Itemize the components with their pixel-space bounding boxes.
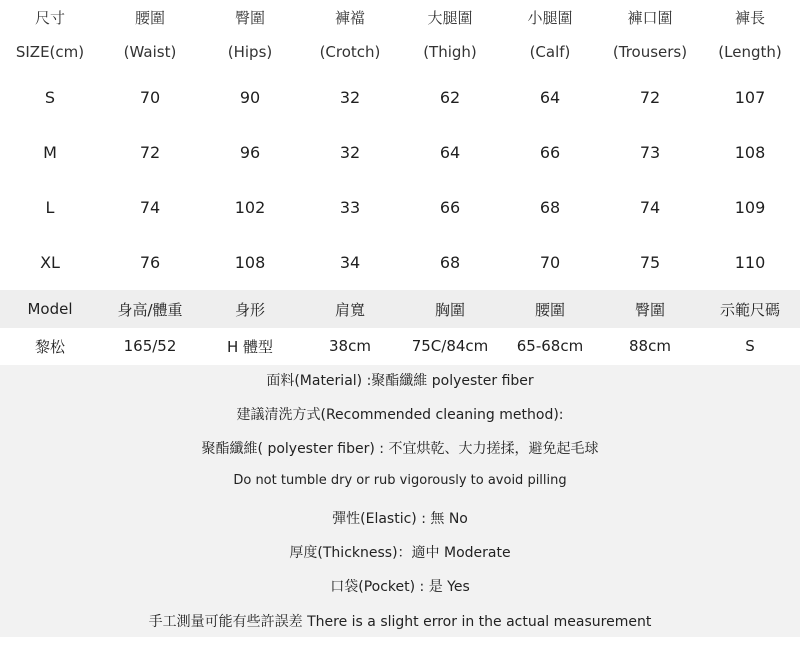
size-value: 72 bbox=[639, 88, 661, 107]
model-header-chest: 胸圍 bbox=[434, 300, 465, 319]
model-header-shoulder: 肩寬 bbox=[334, 300, 365, 319]
model-chest: 75C/84cm bbox=[411, 337, 489, 355]
model-shoulder: 38cm bbox=[329, 337, 371, 355]
size-value: 102 bbox=[234, 198, 266, 217]
size-value: 70 bbox=[539, 253, 561, 272]
header-en-calf: (Calf) bbox=[529, 43, 571, 61]
size-value: 90 bbox=[239, 88, 261, 107]
size-value: 33 bbox=[339, 198, 361, 217]
size-table-header-cn bbox=[0, 0, 800, 34]
header-cn-waist: 腰圍 bbox=[134, 8, 165, 27]
size-value: 108 bbox=[234, 253, 266, 272]
header-en-hips: (Hips) bbox=[227, 43, 273, 61]
size-value: 74 bbox=[139, 198, 161, 217]
header-cn-crotch: 褲襠 bbox=[334, 8, 365, 27]
note-measurement-error: 手工測量可能有些許誤差 There is a slight error in the actual measurement bbox=[148, 614, 652, 630]
size-table-header-en bbox=[0, 34, 800, 70]
size-value: 32 bbox=[339, 88, 361, 107]
size-value: 76 bbox=[139, 253, 161, 272]
size-value: 68 bbox=[539, 198, 561, 217]
model-table-row bbox=[0, 328, 800, 364]
size-value: 66 bbox=[439, 198, 461, 217]
note-elastic: 彈性(Elastic) : 無 No bbox=[332, 511, 468, 527]
size-row-l bbox=[0, 180, 800, 235]
size-row-xl bbox=[0, 235, 800, 290]
size-value: 73 bbox=[639, 143, 661, 162]
size-value: 110 bbox=[734, 253, 766, 272]
size-value: 68 bbox=[439, 253, 461, 272]
size-value: 64 bbox=[539, 88, 561, 107]
header-en-length: (Length) bbox=[718, 43, 782, 61]
header-en-waist: (Waist) bbox=[123, 43, 177, 61]
size-value: 72 bbox=[139, 143, 161, 162]
model-header-model: Model bbox=[27, 300, 73, 318]
model-waist: 65-68cm bbox=[516, 337, 584, 355]
header-cn-length: 褲長 bbox=[734, 8, 765, 27]
size-value: 96 bbox=[239, 143, 261, 162]
size-label: L bbox=[45, 198, 55, 217]
header-en-crotch: (Crotch) bbox=[319, 43, 381, 61]
size-row-s bbox=[0, 70, 800, 125]
model-header-body-type: 身形 bbox=[234, 300, 265, 319]
note-thickness: 厚度(Thickness)：適中 Moderate bbox=[289, 545, 511, 561]
note-cleaning-cn: 聚酯纖維( polyester fiber) : 不宜烘乾、大力搓揉，避免起毛球 bbox=[201, 441, 599, 457]
model-hips: 88cm bbox=[629, 337, 671, 355]
note-material: 面料(Material) :聚酯纖維 polyester fiber bbox=[266, 373, 534, 389]
model-header-waist: 腰圍 bbox=[534, 300, 565, 319]
header-en-thigh: (Thigh) bbox=[423, 43, 477, 61]
size-label: M bbox=[43, 143, 57, 162]
model-header-size-worn: 示範尺碼 bbox=[719, 300, 780, 319]
size-label: XL bbox=[40, 253, 60, 272]
model-header-height-weight: 身高/體重 bbox=[117, 300, 183, 319]
note-cleaning-title: 建議清洗方式(Recommended cleaning method): bbox=[236, 407, 564, 423]
header-cn-trousers: 褲口圍 bbox=[627, 8, 673, 27]
size-value: 108 bbox=[734, 143, 766, 162]
model-body-type: H 體型 bbox=[226, 337, 274, 356]
model-height-weight: 165/52 bbox=[123, 337, 177, 355]
note-pocket: 口袋(Pocket) : 是 Yes bbox=[330, 579, 470, 595]
model-table-header bbox=[0, 290, 800, 328]
size-value: 32 bbox=[339, 143, 361, 162]
model-size-worn: S bbox=[745, 337, 755, 355]
size-value: 66 bbox=[539, 143, 561, 162]
size-value: 34 bbox=[339, 253, 361, 272]
model-header-hips: 臀圍 bbox=[634, 300, 665, 319]
size-label: S bbox=[44, 88, 56, 107]
size-value: 109 bbox=[734, 198, 766, 217]
header-cn-hips: 臀圍 bbox=[234, 8, 265, 27]
header-en-size: SIZE(cm) bbox=[15, 43, 85, 61]
header-en-trousers: (Trousers) bbox=[612, 43, 688, 61]
product-notes bbox=[0, 365, 800, 637]
model-name: 黎松 bbox=[34, 337, 65, 356]
size-value: 62 bbox=[439, 88, 461, 107]
size-value: 75 bbox=[639, 253, 661, 272]
header-cn-size: 尺寸 bbox=[34, 8, 65, 27]
size-value: 70 bbox=[139, 88, 161, 107]
note-cleaning-en: Do not tumble dry or rub vigorously to avoid pilling bbox=[233, 473, 567, 488]
header-cn-calf: 小腿圍 bbox=[527, 8, 573, 27]
header-cn-thigh: 大腿圍 bbox=[427, 8, 473, 27]
size-value: 64 bbox=[439, 143, 461, 162]
size-row-m bbox=[0, 125, 800, 180]
size-value: 107 bbox=[734, 88, 766, 107]
size-value: 74 bbox=[639, 198, 661, 217]
